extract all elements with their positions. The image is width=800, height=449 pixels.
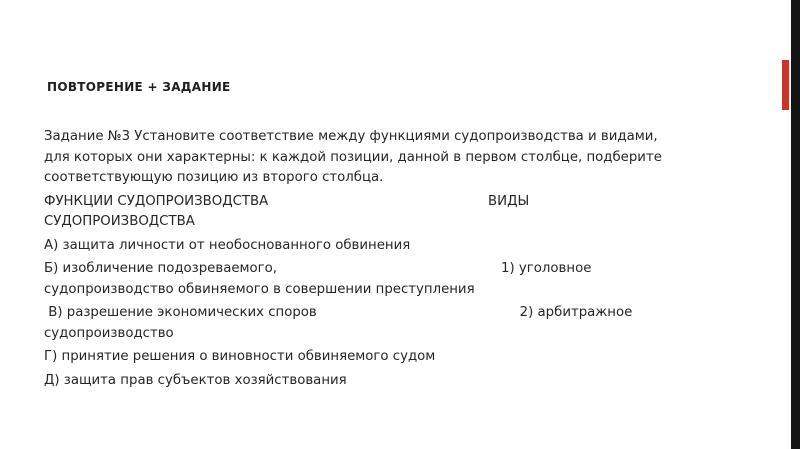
columns-header-line: СУДОПРОИЗВОДСТВА <box>44 214 195 229</box>
slide-body <box>44 127 774 391</box>
list-item: Г) принятие решения о виновности обвиняемого судом <box>44 349 436 364</box>
list-item: Б) изобличение подозреваемого, 1) уголовное <box>44 261 592 276</box>
slide-heading: ПОВТОРЕНИЕ + ЗАДАНИЕ <box>47 80 231 94</box>
list-item: В) разрешение экономических споров 2) арбитражное <box>44 305 633 320</box>
list-item: Д) защита прав субъектов хозяйствования <box>44 372 347 388</box>
columns-header-line: ФУНКЦИИ СУДОПРОИЗВОДСТВА ВИДЫ <box>44 193 530 209</box>
task-line: для которых они характерны: к каждой позиции, данной в первом столбце, подберите <box>44 149 662 165</box>
accent-red-bar <box>782 60 789 110</box>
task-line: соответствующую позицию из второго столбца. <box>44 170 384 185</box>
task-line: Задание №3 Установите соответствие между функциями судопроизводства и видами, <box>44 129 658 144</box>
list-item-continuation: судопроизводство обвиняемого в совершении преступления <box>44 281 475 297</box>
right-edge-bar <box>791 0 800 449</box>
list-item-continuation: судопроизводство <box>44 325 174 341</box>
list-item: А) защита личности от необоснованного обвинения <box>44 237 411 253</box>
